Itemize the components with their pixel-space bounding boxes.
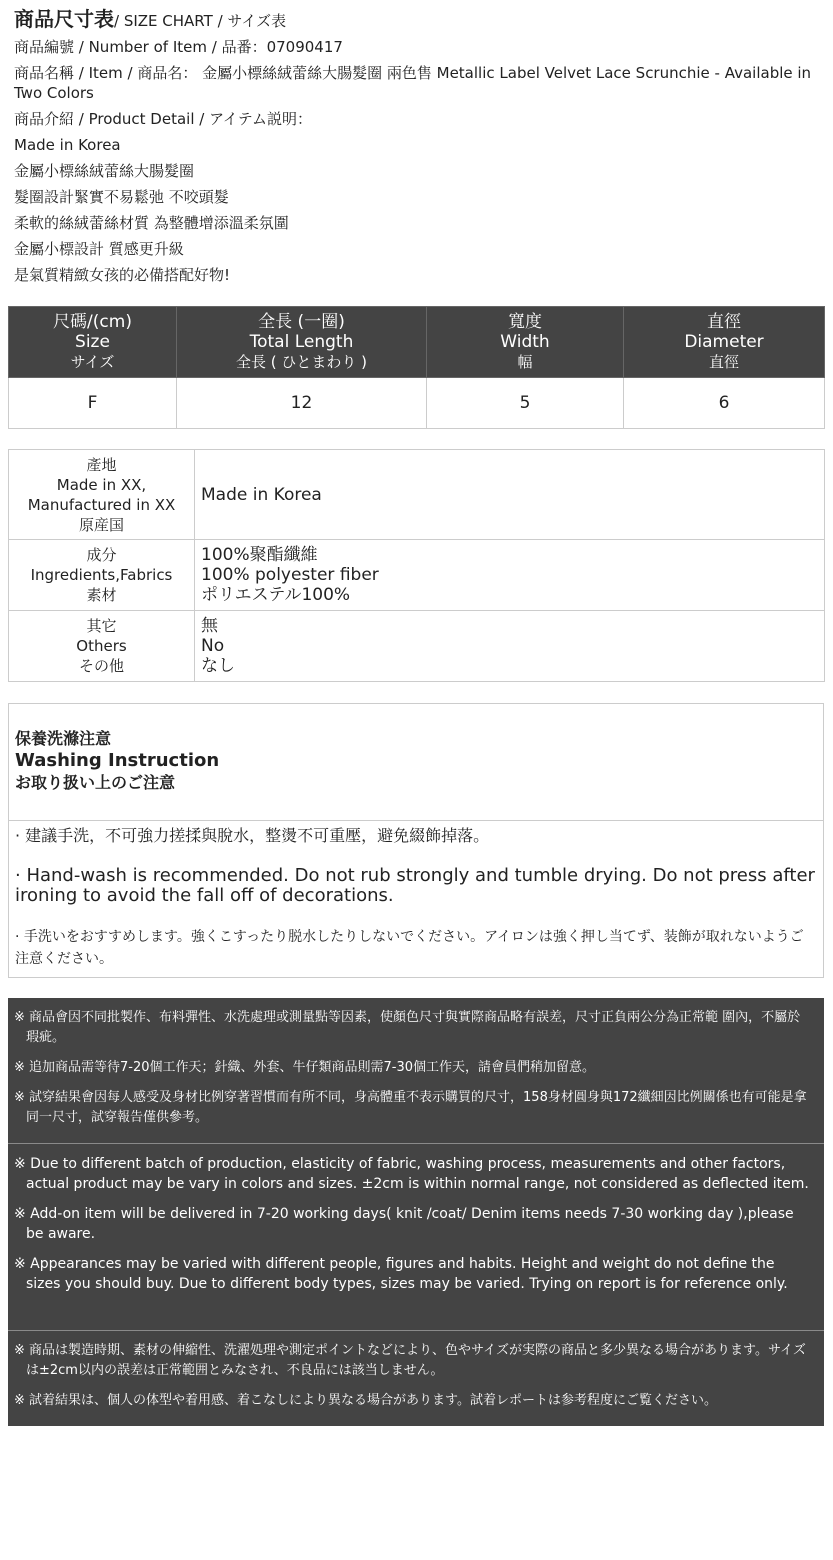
key-line: Made in XX, <box>56 475 147 494</box>
detail-line: 髮圈設計緊實不易鬆弛 不咬頭髮 <box>14 188 229 206</box>
info-key-origin <box>9 450 195 540</box>
washing-text-jp: · 手洗いをおすすめします。強くこすったり脱水したりしないでください。アイロンは強く押し当てず、装飾が取れないようご注意ください。 <box>15 929 804 967</box>
page-title <box>14 6 824 34</box>
detail-line: 柔軟的絲絨蕾絲材質 為整體增添溫柔氛圍 <box>14 214 289 232</box>
table-row <box>9 378 825 429</box>
notice-item: ※ 商品會因不同批製作、布料彈性、水洗處理或測量點等因素，使顏色尺寸與實際商品略有誤差，尺寸正負兩公分為正常範 圍內，不屬於瑕疵。 <box>14 1010 801 1045</box>
info-value-others <box>195 611 825 682</box>
notice-section-en <box>8 1144 824 1331</box>
header-jp: 全長 ( ひとまわり ) <box>235 353 367 371</box>
notice-item: ※ 追加商品需等待7-20個工作天；針織、外套、牛仔類商品則需7-30個工作天，請會員們稍加留意。 <box>14 1060 596 1075</box>
header-en: Total Length <box>249 332 354 352</box>
header-jp: 幅 <box>517 353 533 371</box>
cell-size: F <box>9 378 177 429</box>
header-zh: 直徑 <box>707 312 741 332</box>
item-number: 商品編號 / Number of Item / 品番：07090417 <box>14 38 343 56</box>
detail-line: 是氣質精緻女孩的必備搭配好物! <box>14 266 231 284</box>
washing-title-jp: お取り扱い上のご注意 <box>15 773 176 792</box>
cell-width: 5 <box>427 378 624 429</box>
cell-diameter: 6 <box>624 378 825 429</box>
info-key-ingredients <box>9 540 195 611</box>
item-name: 商品名稱 / Item / 商品名： 金屬小標絲絨蕾絲大腸髮圈 兩色售 Metallic Label Velvet Lace Scrunchie - Available in Two Colors <box>14 64 812 102</box>
key-line: Others <box>76 637 127 655</box>
washing-title-en: Washing Instruction <box>15 750 220 771</box>
notice-section-jp <box>8 1331 824 1419</box>
notice-item: ※ 試穿結果會因每人感受及身材比例穿著習慣而有所不同，身高體重不表示購買的尺寸，158身材圓身與172纖細因比例關係也有可能是拿同一尺寸，試穿報告僅供參考。 <box>14 1090 807 1125</box>
column-header-diameter <box>624 307 825 378</box>
key-line: Ingredients,Fabrics <box>30 566 173 584</box>
size-table <box>8 306 825 429</box>
notice-item: ※ Due to different batch of production, elasticity of fabric, washing process, measurements and other factors, actual product may be vary in colors and sizes. ±2cm is within normal range, not considered as deflected item. <box>14 1156 809 1192</box>
key-line: 成分 <box>86 546 117 564</box>
key-line: 產地 <box>86 455 117 474</box>
washing-instruction-box <box>8 703 824 978</box>
header-zh: 全長 (一圈) <box>258 312 345 332</box>
washing-title <box>9 704 823 821</box>
title-sub: / SIZE CHART / サイズ表 <box>114 12 287 30</box>
notice-item: ※ 商品は製造時期、素材の伸縮性、洗濯処理や測定ポイントなどにより、色やサイズが実際の商品と多少異なる場合があります。サイズは±2cm以内の誤差は正常範囲とみなされ、不良品には該当しません。 <box>14 1343 806 1378</box>
column-header-width <box>427 307 624 378</box>
value-line: 無 <box>201 616 218 636</box>
header-en: Diameter <box>684 332 764 352</box>
info-value-ingredients <box>195 540 825 611</box>
header-jp: サイズ <box>70 353 115 371</box>
value-line: 100% polyester fiber <box>201 565 379 585</box>
notice-item: ※ Add-on item will be delivered in 7-20 working days( knit /coat/ Denim items needs 7-30 working day ),please be aware. <box>14 1206 794 1242</box>
info-row-others <box>9 611 825 682</box>
washing-title-zh: 保養洗滌注意 <box>15 729 112 748</box>
column-header-total-length <box>177 307 427 378</box>
info-key-others <box>9 611 195 682</box>
size-table-header <box>9 307 825 378</box>
key-line: Manufactured in XX <box>27 495 176 514</box>
value-line: Made in Korea <box>201 484 322 505</box>
key-line: 原産国 <box>78 515 124 534</box>
value-line: ポリエステル100% <box>201 585 351 605</box>
washing-text-zh: · 建議手洗，不可強力搓揉與脫水，整燙不可重壓，避免綴飾掉落。 <box>15 826 490 845</box>
notice-panel <box>8 998 824 1426</box>
detail-line: Made in Korea <box>14 136 121 154</box>
washing-text-en: · Hand-wash is recommended. Do not rub strongly and tumble drying. Do not press after ironing to avoid the fall off of decorations. <box>15 865 815 906</box>
title-main: 商品尺寸表 <box>14 7 114 31</box>
header-en: Size <box>75 332 110 352</box>
key-line: 其它 <box>86 617 117 635</box>
info-value-origin <box>195 450 825 540</box>
washing-body <box>9 821 823 970</box>
info-row-ingredients <box>9 540 825 611</box>
cell-total-length: 12 <box>177 378 427 429</box>
header-zh: 尺碼/(cm) <box>53 312 132 332</box>
notice-item: ※ Appearances may be varied with different people, figures and habits. Height and weight do not define the sizes you should buy. Due to different body types, sizes may be varied. Trying on report is for reference only. <box>14 1256 788 1292</box>
value-line: No <box>201 636 225 656</box>
detail-line: 金屬小標絲絨蕾絲大腸髮圈 <box>14 162 195 180</box>
value-line: なし <box>201 656 235 676</box>
detail-label: 商品介紹 / Product Detail / アイテム説明： <box>14 110 312 128</box>
info-table <box>8 449 825 682</box>
column-header-size <box>9 307 177 378</box>
notice-section-zh <box>8 998 824 1144</box>
product-header <box>14 6 824 288</box>
key-line: その他 <box>78 657 124 675</box>
header-zh: 寬度 <box>508 312 542 332</box>
detail-line: 金屬小標設計 質感更升級 <box>14 240 184 258</box>
key-line: 素材 <box>86 586 117 604</box>
header-jp: 直徑 <box>708 353 739 371</box>
header-en: Width <box>500 332 550 352</box>
value-line: 100%聚酯纖維 <box>201 545 318 565</box>
info-row-origin <box>9 450 825 540</box>
notice-item: ※ 試着結果は、個人の体型や着用感、着こなしにより異なる場合があります。試着レポートは参考程度にご覧ください。 <box>14 1393 717 1408</box>
